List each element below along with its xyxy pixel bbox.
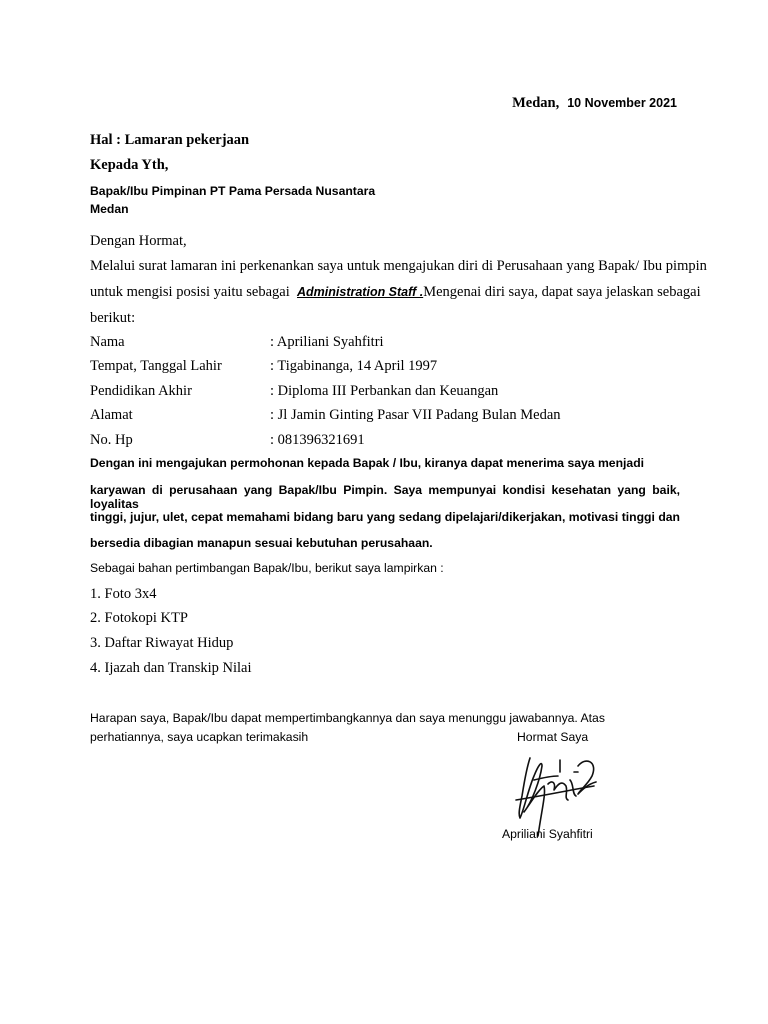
greeting: Dengan Hormat,: [90, 233, 187, 249]
intro-line-2: [90, 284, 701, 301]
closing-line-1: Harapan saya, Bapak/Ibu dapat mempertimbangkannya dan saya menunggu jawabannya. Atas: [90, 711, 605, 725]
attachment-item: 1. Foto 3x4: [90, 586, 157, 602]
to-line: Kepada Yth,: [90, 157, 169, 173]
signature-image: [512, 750, 598, 838]
position-title: Administration Staff .: [297, 285, 424, 299]
detail-label-address: Alamat: [90, 407, 133, 423]
request-line-3: tinggi, jujur, ulet, cepat memahami bidang baru yang sedang dipelajari/dikerjakan, motivasi tinggi dan: [90, 510, 680, 524]
recipient-line-2: Medan: [90, 202, 129, 216]
intro-line-2-start: untuk mengisi posisi yaitu sebagai: [90, 284, 290, 300]
attachments-intro: Sebagai bahan pertimbangan Bapak/Ibu, berikut saya lampirkan :: [90, 561, 444, 575]
intro-line-3: berikut:: [90, 310, 136, 326]
detail-label-phone: No. Hp: [90, 432, 133, 448]
request-line-2: karyawan di perusahaan yang Bapak/Ibu Pimpin. Saya mempunyai kondisi kesehatan yang baik, loyalitas: [90, 483, 680, 511]
intro-line-2-end: Mengenai diri saya, dapat saya jelaskan sebagai: [423, 284, 701, 300]
detail-value-address: : Jl Jamin Ginting Pasar VII Padang Bulan Medan: [270, 407, 561, 423]
recipient-line-1: Bapak/Ibu Pimpinan PT Pama Persada Nusantara: [90, 184, 376, 198]
detail-value-birth: : Tigabinanga, 14 April 1997: [270, 358, 438, 374]
attachment-item: 2. Fotokopi KTP: [90, 610, 188, 626]
detail-label-education: Pendidikan Akhir: [90, 383, 192, 399]
attachment-item: 4. Ijazah dan Transkip Nilai: [90, 660, 252, 676]
date-value: 10 November 2021: [567, 96, 677, 110]
signature-name: Apriliani Syahfitri: [502, 827, 593, 841]
date-place: Medan,: [512, 95, 560, 111]
request-line-4: bersedia dibagian manapun sesuai kebutuhan perusahaan.: [90, 536, 433, 550]
sign-off: Hormat Saya: [517, 730, 589, 744]
request-line-1: Dengan ini mengajukan permohonan kepada Bapak / Ibu, kiranya dapat menerima saya menjadi: [90, 456, 645, 470]
detail-label-birth: Tempat, Tanggal Lahir: [90, 358, 222, 374]
detail-value-name: : Apriliani Syahfitri: [270, 334, 384, 350]
letter-date: [512, 94, 677, 112]
attachment-item: 3. Daftar Riwayat Hidup: [90, 635, 234, 651]
closing-line-2: perhatiannya, saya ucapkan terimakasih: [90, 730, 309, 744]
intro-line-1: Melalui surat lamaran ini perkenankan saya untuk mengajukan diri di Perusahaan yang Bapak/ Ibu pimpin: [90, 258, 707, 274]
detail-value-phone: : 081396321691: [270, 432, 365, 448]
detail-label-name: Nama: [90, 334, 125, 350]
detail-value-education: : Diploma III Perbankan dan Keuangan: [270, 383, 499, 399]
subject-line: Hal : Lamaran pekerjaan: [90, 132, 250, 148]
